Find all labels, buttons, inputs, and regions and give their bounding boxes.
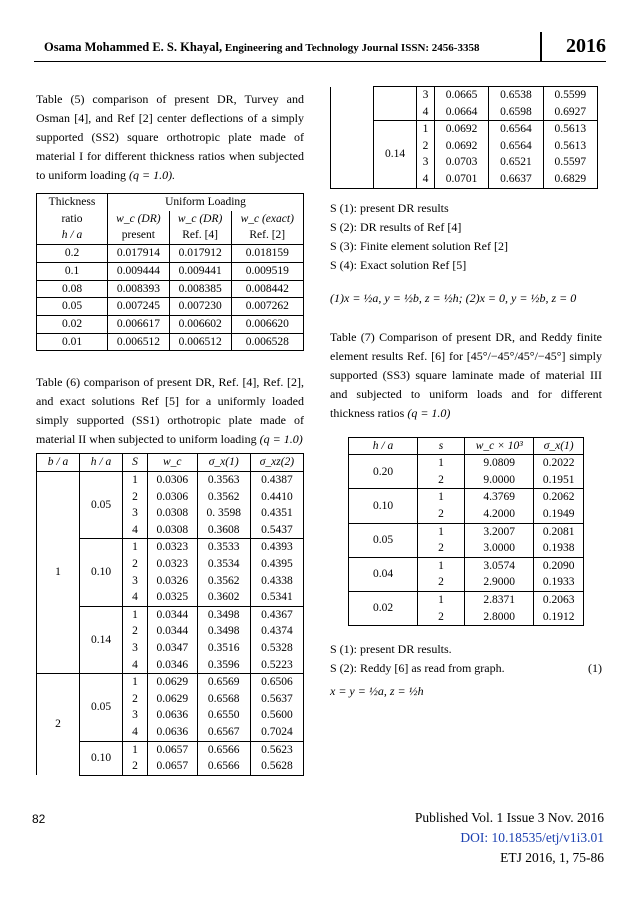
t6-sxz-value: 0.5223 bbox=[261, 658, 293, 671]
t7-sx bbox=[534, 592, 584, 626]
t6-ba: 1 bbox=[37, 472, 80, 674]
t5-ref-2: Ref. [4] bbox=[169, 227, 231, 244]
t5-cell: 0.018159 bbox=[231, 245, 304, 263]
t6-s bbox=[123, 674, 148, 741]
t6-sxz-value: 0.4351 bbox=[261, 507, 293, 520]
t6-sx-value: 0.3533 bbox=[207, 541, 240, 554]
t5-cell: 0.02 bbox=[37, 315, 108, 333]
table6-load: (q = 1.0) bbox=[259, 432, 303, 447]
t6-s-value: 3 bbox=[132, 641, 138, 654]
table-6-continued bbox=[330, 86, 598, 189]
t6c-sx bbox=[489, 121, 543, 188]
t7-w-value: 2.8000 bbox=[483, 610, 515, 623]
t6-w-value: 0.0629 bbox=[156, 692, 189, 705]
table-row bbox=[37, 472, 304, 539]
t5-head-uniform: Uniform Loading bbox=[108, 194, 304, 211]
t6c-s bbox=[417, 87, 435, 121]
table-row bbox=[349, 455, 584, 489]
t5-cell: 0.007245 bbox=[108, 298, 170, 316]
t6-sx bbox=[197, 674, 250, 741]
t7-ha: 0.02 bbox=[349, 592, 418, 626]
t6c-sxz bbox=[543, 121, 597, 188]
t6-sxz-value: 0.5341 bbox=[261, 591, 293, 604]
t5-cell: 0.006512 bbox=[108, 333, 170, 351]
t6c-sx-value: 0.6598 bbox=[500, 105, 532, 118]
t6-head-ha: h / a bbox=[80, 454, 123, 472]
table-row bbox=[37, 280, 304, 298]
t6c-sxz-value: 0.6829 bbox=[554, 172, 587, 185]
t6-sxz-value: 0.5628 bbox=[261, 760, 293, 773]
t6-w-value: 0.0306 bbox=[156, 490, 189, 503]
header-rule bbox=[34, 61, 606, 62]
t7-sx-value: 0.1933 bbox=[542, 576, 575, 589]
t6-s-value: 1 bbox=[132, 474, 138, 487]
t6-w-value: 0.0344 bbox=[156, 608, 189, 621]
t7-ha: 0.20 bbox=[349, 455, 418, 489]
t7-s bbox=[418, 455, 465, 489]
t7-sx bbox=[534, 455, 584, 489]
t6-sx-value: 0.3498 bbox=[207, 625, 240, 638]
t6c-s-value: 3 bbox=[422, 156, 429, 169]
t7-w bbox=[465, 592, 534, 626]
note-s2: S (2): DR results of Ref [4] bbox=[330, 219, 462, 234]
footer-citation bbox=[415, 808, 604, 868]
t5-cell: 0.006602 bbox=[169, 315, 231, 333]
table-row bbox=[349, 557, 584, 591]
t7-s-value: 1 bbox=[438, 594, 444, 607]
t7-s bbox=[418, 592, 465, 626]
t7-s-value: 1 bbox=[438, 491, 444, 504]
table-row bbox=[37, 298, 304, 316]
table-row bbox=[37, 333, 304, 351]
t7-s-value: 2 bbox=[438, 473, 444, 486]
t7-w-value: 3.0574 bbox=[483, 559, 515, 572]
t6-sxz bbox=[250, 539, 303, 606]
t6-s-value: 3 bbox=[132, 574, 138, 587]
t6c-s-value: 3 bbox=[422, 89, 429, 101]
t7-sx-value: 0.1912 bbox=[542, 610, 575, 623]
t5-sym-1: w_c (DR) bbox=[108, 211, 170, 228]
t5-cell: 0.009519 bbox=[231, 262, 304, 280]
note-s3: S (3): Finite element solution Ref [2] bbox=[330, 238, 508, 253]
t6c-sx-value: 0.6538 bbox=[500, 89, 532, 101]
equation-7: x = y = ½a, z = ½h bbox=[330, 684, 424, 699]
t6c-s-value: 1 bbox=[422, 123, 429, 136]
left-column bbox=[36, 90, 304, 776]
t5-ref-1: present bbox=[108, 227, 170, 244]
t6-head-w: w_c bbox=[148, 454, 198, 472]
t6c-ba bbox=[331, 87, 374, 189]
footer-doi[interactable]: DOI: 10.18535/etj/v1i3.01 bbox=[460, 830, 604, 845]
t6-sxz-value: 0.4395 bbox=[261, 558, 293, 570]
t6-w-value: 0.0346 bbox=[156, 658, 189, 671]
t6-sx bbox=[197, 606, 250, 673]
t7-sx bbox=[534, 523, 584, 557]
t6-sx-value: 0.6568 bbox=[207, 692, 240, 705]
t6-sx-value: 0.3602 bbox=[207, 591, 240, 604]
t6-ha: 0.14 bbox=[80, 606, 123, 673]
footer-published: Published Vol. 1 Issue 3 Nov. 2016 bbox=[414, 810, 604, 825]
t6-sxz-value: 0.4374 bbox=[261, 625, 293, 638]
t6-w-value: 0.0323 bbox=[156, 541, 189, 554]
t7-ha: 0.05 bbox=[349, 523, 418, 557]
t6c-w-value: 0.0692 bbox=[445, 123, 478, 136]
t6c-s-value: 2 bbox=[422, 139, 429, 152]
t6-s-value: 4 bbox=[132, 591, 138, 604]
t6-sxz-value: 0.4393 bbox=[261, 541, 293, 554]
t6-s-value: 2 bbox=[132, 692, 138, 705]
t7-sx-value: 0.2062 bbox=[542, 491, 575, 504]
t7-s bbox=[418, 523, 465, 557]
running-head bbox=[44, 40, 479, 55]
t7-w-value: 3.2007 bbox=[483, 525, 515, 538]
t6-sx-value: 0.3562 bbox=[207, 574, 240, 587]
t7-s-value: 1 bbox=[438, 457, 444, 470]
t5-cell: 0.05 bbox=[37, 298, 108, 316]
t6c-sxz-value: 0.5597 bbox=[554, 156, 587, 169]
t6-w bbox=[148, 606, 198, 673]
t6-w-value: 0.0657 bbox=[156, 743, 189, 756]
t6-head-sx: σ_x(1) bbox=[197, 454, 250, 472]
t6c-w-value: 0.0703 bbox=[445, 156, 478, 169]
t6-sx-value: 0.6566 bbox=[207, 760, 240, 773]
table7-notes bbox=[330, 640, 602, 678]
t6-sxz-value: 0.7024 bbox=[261, 725, 293, 738]
t6c-w-value: 0.0692 bbox=[445, 139, 478, 152]
t6-w bbox=[148, 674, 198, 741]
t6c-ha: 0.14 bbox=[374, 121, 417, 188]
t6-sxz bbox=[250, 674, 303, 741]
table-row bbox=[37, 315, 304, 333]
t6-sx bbox=[197, 472, 250, 539]
t6-s-value: 1 bbox=[132, 608, 138, 621]
t6-w-value: 0.0323 bbox=[156, 558, 189, 570]
table-row bbox=[349, 592, 584, 626]
t7-sx-value: 0.2022 bbox=[542, 457, 575, 470]
t6-sxz bbox=[250, 741, 303, 775]
t7-sx-value: 0.1951 bbox=[542, 473, 575, 486]
t6-sxz-value: 0.5437 bbox=[261, 523, 293, 536]
t6c-sxz-value: 0.5613 bbox=[554, 139, 587, 152]
t7-w-value: 3.0000 bbox=[483, 542, 515, 555]
t7-sx-value: 0.2090 bbox=[542, 559, 575, 572]
t6-w-value: 0.0636 bbox=[156, 725, 189, 738]
table-row bbox=[331, 87, 598, 121]
header-author: Osama Mohammed E. S. Khayal, bbox=[44, 40, 223, 54]
t6-sxz-value: 0.4410 bbox=[261, 490, 293, 503]
t6-w-value: 0.0629 bbox=[156, 676, 189, 689]
t6-w-value: 0.0636 bbox=[156, 709, 189, 722]
t6c-sx-value: 0.6521 bbox=[500, 156, 532, 169]
t6-w bbox=[148, 539, 198, 606]
t7-s-value: 1 bbox=[438, 525, 444, 538]
t6-s bbox=[123, 741, 148, 775]
t6-w-value: 0.0657 bbox=[156, 760, 189, 773]
t7-s-value: 1 bbox=[438, 559, 444, 572]
t6-ba: 2 bbox=[37, 674, 80, 776]
t6-s-value: 2 bbox=[132, 625, 138, 638]
t5-cell: 0.009444 bbox=[108, 262, 170, 280]
t6-sxz-value: 0.5328 bbox=[261, 641, 293, 654]
t6-sxz-value: 0.4338 bbox=[261, 574, 293, 587]
t6-s-value: 1 bbox=[132, 541, 138, 554]
equation-6: (1)x = ½a, y = ½b, z = ½h; (2)x = 0, y = ½b, z = 0 bbox=[330, 290, 577, 305]
t5-ref-3: Ref. [2] bbox=[231, 227, 304, 244]
t7-sx bbox=[534, 489, 584, 523]
t6-s-value: 4 bbox=[132, 725, 138, 738]
t6c-s-value: 4 bbox=[422, 172, 429, 185]
table5-caption: Table (5) comparison of present DR, Turvey and Osman [4], and Ref [2] center deflections of a simply supported (SS2) square orthotropic plate made of material I for different thickness ratios when subjected to uniform loading (q = 1.0). bbox=[36, 92, 304, 182]
t6-sx bbox=[197, 539, 250, 606]
header-journal: Engineering and Technology Journal ISSN: 2456-3358 bbox=[224, 42, 480, 54]
table-7 bbox=[348, 437, 584, 627]
t6-w-value: 0.0325 bbox=[156, 591, 189, 604]
t6-sx bbox=[197, 741, 250, 775]
t5-cell: 0.08 bbox=[37, 280, 108, 298]
t5-cell: 0.01 bbox=[37, 333, 108, 351]
t5-cell: 0.009441 bbox=[169, 262, 231, 280]
t6c-w bbox=[434, 87, 488, 121]
note7-s2: S (2): Reddy [6] as read from graph. bbox=[330, 661, 505, 676]
table-row bbox=[349, 489, 584, 523]
t5-sym-3: w_c (exact) bbox=[231, 211, 304, 228]
t6-s-value: 1 bbox=[132, 676, 138, 689]
t5-cell: 0.008442 bbox=[231, 280, 304, 298]
t5-cell: 0.1 bbox=[37, 262, 108, 280]
t6c-s bbox=[417, 121, 435, 188]
header-year: 2016 bbox=[540, 32, 606, 61]
t6-ha: 0.10 bbox=[80, 741, 123, 775]
page-header bbox=[34, 32, 606, 62]
t6-w-value: 0.0326 bbox=[156, 574, 189, 587]
t6-sxz bbox=[250, 606, 303, 673]
t6-sxz-value: 0.5637 bbox=[261, 692, 293, 705]
t6c-ha bbox=[374, 87, 417, 121]
table-row bbox=[349, 523, 584, 557]
t6c-sxz-value: 0.6927 bbox=[554, 105, 587, 118]
t6-s-value: 2 bbox=[132, 760, 138, 773]
t6-w-value: 0.0306 bbox=[156, 474, 189, 487]
t6-s-value: 3 bbox=[132, 507, 138, 520]
table-row bbox=[37, 262, 304, 280]
t7-s bbox=[418, 557, 465, 591]
t5-cell: 0.017914 bbox=[108, 245, 170, 263]
t6-sxz-value: 0.6506 bbox=[261, 676, 293, 689]
t6-head-sxz: σ_xz(2) bbox=[250, 454, 303, 472]
t6-w-value: 0.0308 bbox=[156, 507, 189, 520]
t6-sx-value: 0. 3598 bbox=[206, 507, 241, 520]
table-5 bbox=[36, 193, 304, 351]
t5-cell: 0.017912 bbox=[169, 245, 231, 263]
t6-s bbox=[123, 539, 148, 606]
t5-cell: 0.006512 bbox=[169, 333, 231, 351]
t6c-w bbox=[434, 121, 488, 188]
t5-cell: 0.006528 bbox=[231, 333, 304, 351]
t6-ha: 0.05 bbox=[80, 674, 123, 741]
t6-sxz-value: 0.4367 bbox=[261, 608, 293, 621]
t6-s bbox=[123, 472, 148, 539]
t6-sx-value: 0.6566 bbox=[207, 743, 240, 756]
t7-head-w: w_c × 10³ bbox=[465, 437, 534, 455]
t6c-w-value: 0.0701 bbox=[445, 172, 478, 185]
right-column bbox=[330, 86, 602, 701]
equation-number: (1) bbox=[588, 661, 602, 676]
table6-caption: Table (6) comparison of present DR, Ref. [4], Ref. [2], and exact solutions Ref [5] for a uniformly loaded simply supported (SS1) orthotropic plate made of material II when subjected to uniform loading (q = 1.0) bbox=[36, 375, 304, 447]
t6c-sx-value: 0.6564 bbox=[500, 139, 532, 152]
t6-sx-value: 0.6569 bbox=[207, 676, 240, 689]
t6c-sx bbox=[489, 87, 543, 121]
t6-w bbox=[148, 741, 198, 775]
t6-s-value: 1 bbox=[132, 743, 138, 756]
t6-w-value: 0.0308 bbox=[156, 523, 189, 536]
t6-s-value: 3 bbox=[132, 709, 138, 722]
t7-w bbox=[465, 489, 534, 523]
t7-sx bbox=[534, 557, 584, 591]
t6-sxz-value: 0.5600 bbox=[261, 709, 293, 722]
t7-w-value: 2.9000 bbox=[483, 576, 515, 589]
t7-head-s: s bbox=[418, 437, 465, 455]
t7-w-value: 9.0809 bbox=[483, 457, 515, 470]
t5-cell: 0.007262 bbox=[231, 298, 304, 316]
t7-sx-value: 0.2063 bbox=[542, 594, 575, 607]
t5-cell: 0.006620 bbox=[231, 315, 304, 333]
note-s1: S (1): present DR results bbox=[330, 200, 449, 215]
t6-sx-value: 0.3534 bbox=[207, 558, 240, 570]
table7-caption: Table (7) Comparison of present DR, and Reddy finite element results Ref. [6] for [45°/−45°/45°/−45°] simply supported (SS3) square laminate made of material III and subjected to uniform loads and for different thickness ratios (q = 1.0) bbox=[330, 329, 602, 420]
t6-ha: 0.10 bbox=[80, 539, 123, 606]
table5-load: (q = 1.0). bbox=[129, 168, 176, 182]
t7-ha: 0.10 bbox=[349, 489, 418, 523]
t5-cell: 0.008385 bbox=[169, 280, 231, 298]
t6-w bbox=[148, 472, 198, 539]
t7-w bbox=[465, 523, 534, 557]
t6-sx-value: 0.3562 bbox=[207, 490, 240, 503]
t6-s-value: 2 bbox=[132, 490, 138, 503]
t6-w-value: 0.0344 bbox=[156, 625, 189, 638]
t6-ha: 0.05 bbox=[80, 472, 123, 539]
t7-w-value: 4.3769 bbox=[483, 491, 515, 504]
t7-s bbox=[418, 489, 465, 523]
t6-s-value: 4 bbox=[132, 523, 138, 536]
page-number: 82 bbox=[32, 812, 46, 826]
t7-head-sx: σ_x(1) bbox=[534, 437, 584, 455]
t6-sxz-value: 0.4387 bbox=[261, 474, 293, 487]
t7-ha: 0.04 bbox=[349, 557, 418, 591]
t7-head-ha: h / a bbox=[349, 437, 418, 455]
t6-sx-value: 0.3563 bbox=[207, 474, 240, 487]
t6-head-s: S bbox=[123, 454, 148, 472]
note7-s1: S (1): present DR results. bbox=[330, 642, 452, 657]
note-s4: S (4): Exact solution Ref [5] bbox=[330, 257, 467, 272]
t6-sx-value: 0.3516 bbox=[207, 641, 240, 654]
t6c-sxz bbox=[543, 87, 597, 121]
t5-head-thickness: Thickness ratio h / a bbox=[37, 194, 108, 245]
t5-cell: 0.2 bbox=[37, 245, 108, 263]
t6c-sxz-value: 0.5613 bbox=[554, 123, 587, 136]
table7-load: (q = 1.0) bbox=[407, 405, 451, 420]
t7-w-value: 4.2000 bbox=[483, 508, 515, 521]
table-row bbox=[37, 674, 304, 741]
t7-sx-value: 0.1938 bbox=[542, 542, 575, 555]
t5-cell: 0.007230 bbox=[169, 298, 231, 316]
t7-s-value: 2 bbox=[438, 610, 444, 623]
t7-sx-value: 0.1949 bbox=[542, 508, 575, 521]
t7-sx-value: 0.2081 bbox=[542, 525, 575, 538]
t6-sx-value: 0.6567 bbox=[207, 725, 240, 738]
table-row bbox=[37, 245, 304, 263]
t6-sx-value: 0.6550 bbox=[207, 709, 240, 722]
t6c-sxz-value: 0.5599 bbox=[554, 89, 587, 101]
t7-s-value: 2 bbox=[438, 576, 444, 589]
table-6 bbox=[36, 453, 304, 775]
t7-w bbox=[465, 557, 534, 591]
t6-w-value: 0.0347 bbox=[156, 641, 189, 654]
table7-layup: [45°/−45°/45°/−45°] bbox=[466, 348, 566, 363]
t6c-w-value: 0.0664 bbox=[445, 105, 478, 118]
t6-sxz bbox=[250, 472, 303, 539]
t7-w-value: 9.0000 bbox=[483, 473, 515, 486]
t6-sx-value: 0.3498 bbox=[207, 608, 240, 621]
t7-w-value: 2.8371 bbox=[483, 594, 515, 607]
t6-sx-value: 0.3608 bbox=[207, 523, 240, 536]
t5-sym-2: w_c (DR) bbox=[169, 211, 231, 228]
t6-s-value: 2 bbox=[132, 558, 138, 570]
t6c-sx-value: 0.6564 bbox=[500, 123, 532, 136]
t6-sx-value: 0.3596 bbox=[207, 658, 240, 671]
t5-cell: 0.006617 bbox=[108, 315, 170, 333]
t6-head-ba: b / a bbox=[37, 454, 80, 472]
t6-s bbox=[123, 606, 148, 673]
t7-s-value: 2 bbox=[438, 508, 444, 521]
t6c-w-value: 0.0665 bbox=[445, 89, 478, 101]
table6-notes bbox=[330, 199, 602, 275]
t7-w bbox=[465, 455, 534, 489]
t6c-sx-value: 0.6637 bbox=[500, 172, 532, 185]
t7-s-value: 2 bbox=[438, 542, 444, 555]
t6c-s-value: 4 bbox=[422, 105, 429, 118]
t6-sxz-value: 0.5623 bbox=[261, 743, 293, 756]
t5-cell: 0.008393 bbox=[108, 280, 170, 298]
t6-s-value: 4 bbox=[132, 658, 138, 671]
footer-etj: ETJ 2016, 1, 75-86 bbox=[500, 850, 604, 865]
